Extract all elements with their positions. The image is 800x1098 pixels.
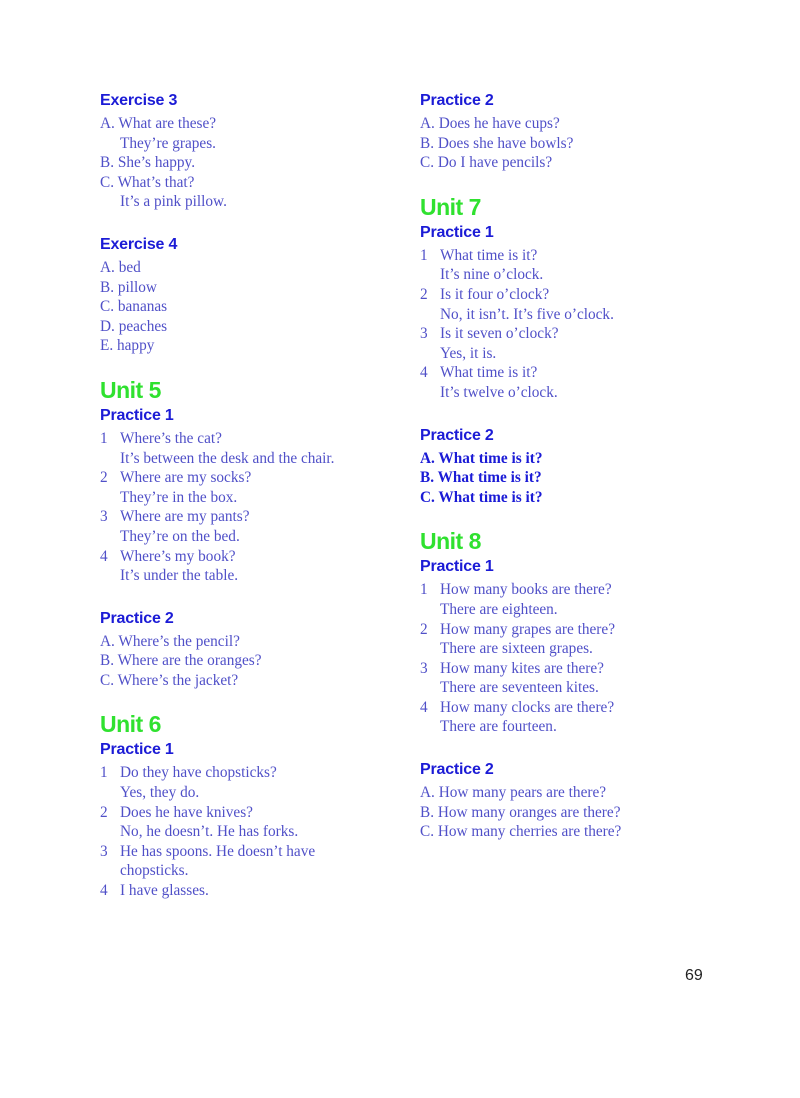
item-number: [100, 822, 120, 842]
answer-section: [420, 529, 750, 737]
item-number: 2: [420, 620, 428, 638]
answer-line: [420, 363, 750, 383]
answer-text: Where’s the cat?: [120, 429, 222, 447]
answer-line: [100, 763, 400, 783]
answer-line: [100, 566, 400, 586]
answer-line: B. She’s happy.: [100, 154, 196, 172]
answer-line: C. What time is it?: [420, 488, 543, 506]
answer-line: [100, 507, 400, 527]
answer-text: There are seventeen kites.: [440, 679, 599, 697]
item-number: 4: [420, 698, 428, 716]
answer-item: [100, 803, 400, 842]
answer-item: [100, 317, 400, 337]
answer-line: [100, 527, 400, 547]
answer-line: C. Do I have pencils?: [420, 154, 553, 172]
answer-item: [100, 258, 400, 278]
answer-text: There are fourteen.: [440, 718, 557, 736]
unit-title: Unit 8: [420, 528, 481, 555]
answer-text: Where are my pants?: [120, 508, 250, 526]
answer-item: [100, 468, 400, 507]
item-number: 2: [100, 803, 108, 821]
answer-text: It’s under the table.: [120, 567, 239, 585]
answer-line: It’s a pink pillow.: [120, 193, 227, 211]
answer-text: Does he have knives?: [120, 803, 253, 821]
answer-item: [100, 763, 400, 802]
answer-line: [420, 698, 750, 718]
answer-line: [100, 822, 400, 842]
section-heading: Practice 2: [100, 609, 174, 627]
section-heading: Exercise 3: [100, 92, 178, 109]
answer-item: [100, 547, 400, 586]
answer-item: [420, 153, 750, 173]
section-heading: Practice 1: [420, 223, 494, 241]
answer-section: [420, 759, 750, 842]
answer-line: [420, 678, 750, 698]
answer-line: [420, 580, 750, 600]
answer-item: [100, 651, 400, 671]
answer-text: They’re on the bed.: [120, 527, 240, 545]
answer-section: [420, 425, 750, 508]
answer-line: C. bananas: [100, 298, 168, 316]
item-number: 3: [100, 842, 108, 860]
answer-item: [420, 134, 750, 154]
answer-text: No, he doesn’t. He has forks.: [120, 823, 299, 841]
answer-section: [420, 90, 750, 173]
answer-item: [420, 488, 750, 508]
answer-item: [420, 363, 750, 402]
answer-line: [420, 383, 750, 403]
answer-item: [420, 114, 750, 134]
item-number: [420, 265, 440, 285]
answer-line: A. Does he have cups?: [420, 115, 560, 132]
answer-line: [420, 620, 750, 640]
answer-text: It’s between the desk and the chair.: [120, 449, 335, 467]
item-number: [420, 383, 440, 403]
answer-text: Where are my socks?: [120, 469, 252, 487]
answer-item: [100, 671, 400, 691]
answer-line: B. Where are the oranges?: [100, 652, 262, 670]
answer-text: Is it seven o’clock?: [440, 325, 559, 343]
answer-text: Yes, they do.: [120, 784, 200, 802]
answer-item: [100, 632, 400, 652]
answer-item: [100, 429, 400, 468]
right-column: [420, 90, 750, 864]
answer-text: How many clocks are there?: [440, 698, 615, 716]
answer-text: No, it isn’t. It’s five o’clock.: [440, 305, 614, 323]
answer-text: There are sixteen grapes.: [440, 640, 593, 658]
page-number: 69: [685, 967, 703, 984]
section-heading: Practice 2: [420, 426, 494, 444]
answer-item: [420, 324, 750, 363]
answer-line: [100, 547, 400, 567]
answer-text: He has spoons. He doesn’t have: [120, 842, 316, 860]
section-heading: Practice 1: [100, 741, 174, 759]
section-heading: Exercise 4: [100, 235, 178, 253]
answer-item: [420, 803, 750, 823]
answer-section: [100, 234, 400, 356]
item-number: [420, 600, 440, 620]
answer-item: [100, 173, 400, 212]
item-number: 3: [420, 325, 428, 343]
answer-line: C. How many cherries are there?: [420, 823, 622, 841]
answer-line: C. What’s that?: [100, 173, 195, 191]
answer-item: [100, 842, 400, 881]
answer-text: How many grapes are there?: [440, 620, 615, 638]
answer-item: [420, 783, 750, 803]
answer-text: Do they have chopsticks?: [120, 764, 277, 782]
answer-section: [100, 608, 400, 691]
answer-line: [420, 265, 750, 285]
answer-line: B. pillow: [100, 278, 157, 296]
item-number: [420, 639, 440, 659]
answer-item: [420, 468, 750, 488]
answer-item: [100, 278, 400, 298]
unit-title: Unit 7: [420, 193, 481, 220]
answer-section: [100, 712, 400, 900]
item-number: [100, 527, 120, 547]
item-number: 4: [420, 364, 428, 382]
item-number: [420, 344, 440, 364]
item-number: [420, 678, 440, 698]
answer-line: D. peaches: [100, 317, 168, 335]
answer-text: They’re in the box.: [120, 488, 238, 506]
answer-item: [420, 580, 750, 619]
item-number: 1: [100, 429, 108, 447]
answer-item: [100, 297, 400, 317]
item-number: [420, 717, 440, 737]
answer-line: A. bed: [100, 258, 141, 276]
item-number: 2: [420, 285, 428, 303]
answer-line: B. How many oranges are there?: [420, 803, 621, 821]
item-number: 1: [100, 764, 108, 782]
answer-line: [100, 449, 400, 469]
answer-section: [100, 378, 400, 586]
answer-text: What time is it?: [440, 246, 538, 264]
answer-line: [100, 881, 400, 901]
item-number: [100, 449, 120, 469]
answer-item: [420, 698, 750, 737]
answer-line: [100, 861, 400, 881]
answer-text: Yes, it is.: [440, 344, 497, 362]
answer-line: [420, 246, 750, 266]
answer-item: [100, 153, 400, 173]
answer-section: [420, 195, 750, 403]
answer-line: B. Does she have bowls?: [420, 134, 574, 152]
item-number: 1: [420, 246, 428, 264]
answer-item: [420, 659, 750, 698]
answer-line: A. What are these?: [100, 115, 217, 132]
answer-line: [420, 659, 750, 679]
answer-line: [420, 600, 750, 620]
answer-line: [100, 468, 400, 488]
answer-line: [100, 842, 400, 862]
item-number: [100, 566, 120, 586]
answer-line: [420, 324, 750, 344]
answer-line: [420, 639, 750, 659]
item-number: 1: [420, 581, 428, 599]
answer-line: They’re grapes.: [120, 134, 216, 152]
item-number: 2: [100, 469, 108, 487]
answer-section: [100, 90, 400, 212]
answer-item: [420, 246, 750, 285]
answer-text: How many kites are there?: [440, 659, 604, 677]
item-number: 3: [100, 508, 108, 526]
item-number: [100, 488, 120, 508]
item-number: [100, 783, 120, 803]
answer-line: B. What time is it?: [420, 469, 542, 487]
item-number: [420, 305, 440, 325]
answer-text: What time is it?: [440, 364, 538, 382]
answer-line: [420, 717, 750, 737]
answer-item: [100, 507, 400, 546]
item-number: [100, 861, 120, 881]
section-heading: Practice 1: [420, 558, 494, 576]
answer-item: [420, 449, 750, 469]
answer-line: [420, 285, 750, 305]
answer-item: [100, 336, 400, 356]
answer-line: A. How many pears are there?: [420, 784, 607, 802]
answer-text: It’s nine o’clock.: [440, 266, 544, 284]
answer-line: [100, 429, 400, 449]
answer-text: There are eighteen.: [440, 600, 558, 618]
answer-text: chopsticks.: [120, 862, 189, 880]
answer-line: [100, 803, 400, 823]
answer-item: [420, 822, 750, 842]
answer-item: [100, 881, 400, 901]
answer-text: Is it four o’clock?: [440, 285, 550, 303]
left-column: [100, 90, 400, 923]
answer-line: A. What time is it?: [420, 449, 543, 467]
item-number: 4: [100, 547, 108, 565]
answer-line: A. Where’s the pencil?: [100, 632, 240, 650]
item-number: 3: [420, 659, 428, 677]
section-heading: Practice 2: [420, 92, 494, 109]
answer-line: [100, 783, 400, 803]
answer-text: How many books are there?: [440, 581, 612, 599]
answer-line: [420, 344, 750, 364]
unit-title: Unit 6: [100, 711, 161, 738]
answer-line: [420, 305, 750, 325]
section-heading: Practice 2: [420, 761, 494, 779]
answer-line: [100, 488, 400, 508]
unit-title: Unit 5: [100, 376, 161, 403]
answer-text: I have glasses.: [120, 882, 209, 900]
answer-line: C. Where’s the jacket?: [100, 671, 239, 689]
answer-item: [420, 620, 750, 659]
answer-item: [100, 114, 400, 153]
answer-line: E. happy: [100, 337, 155, 355]
answer-text: It’s twelve o’clock.: [440, 383, 558, 401]
answer-item: [420, 285, 750, 324]
item-number: 4: [100, 882, 108, 900]
section-heading: Practice 1: [100, 406, 174, 424]
answer-text: Where’s my book?: [120, 547, 236, 565]
